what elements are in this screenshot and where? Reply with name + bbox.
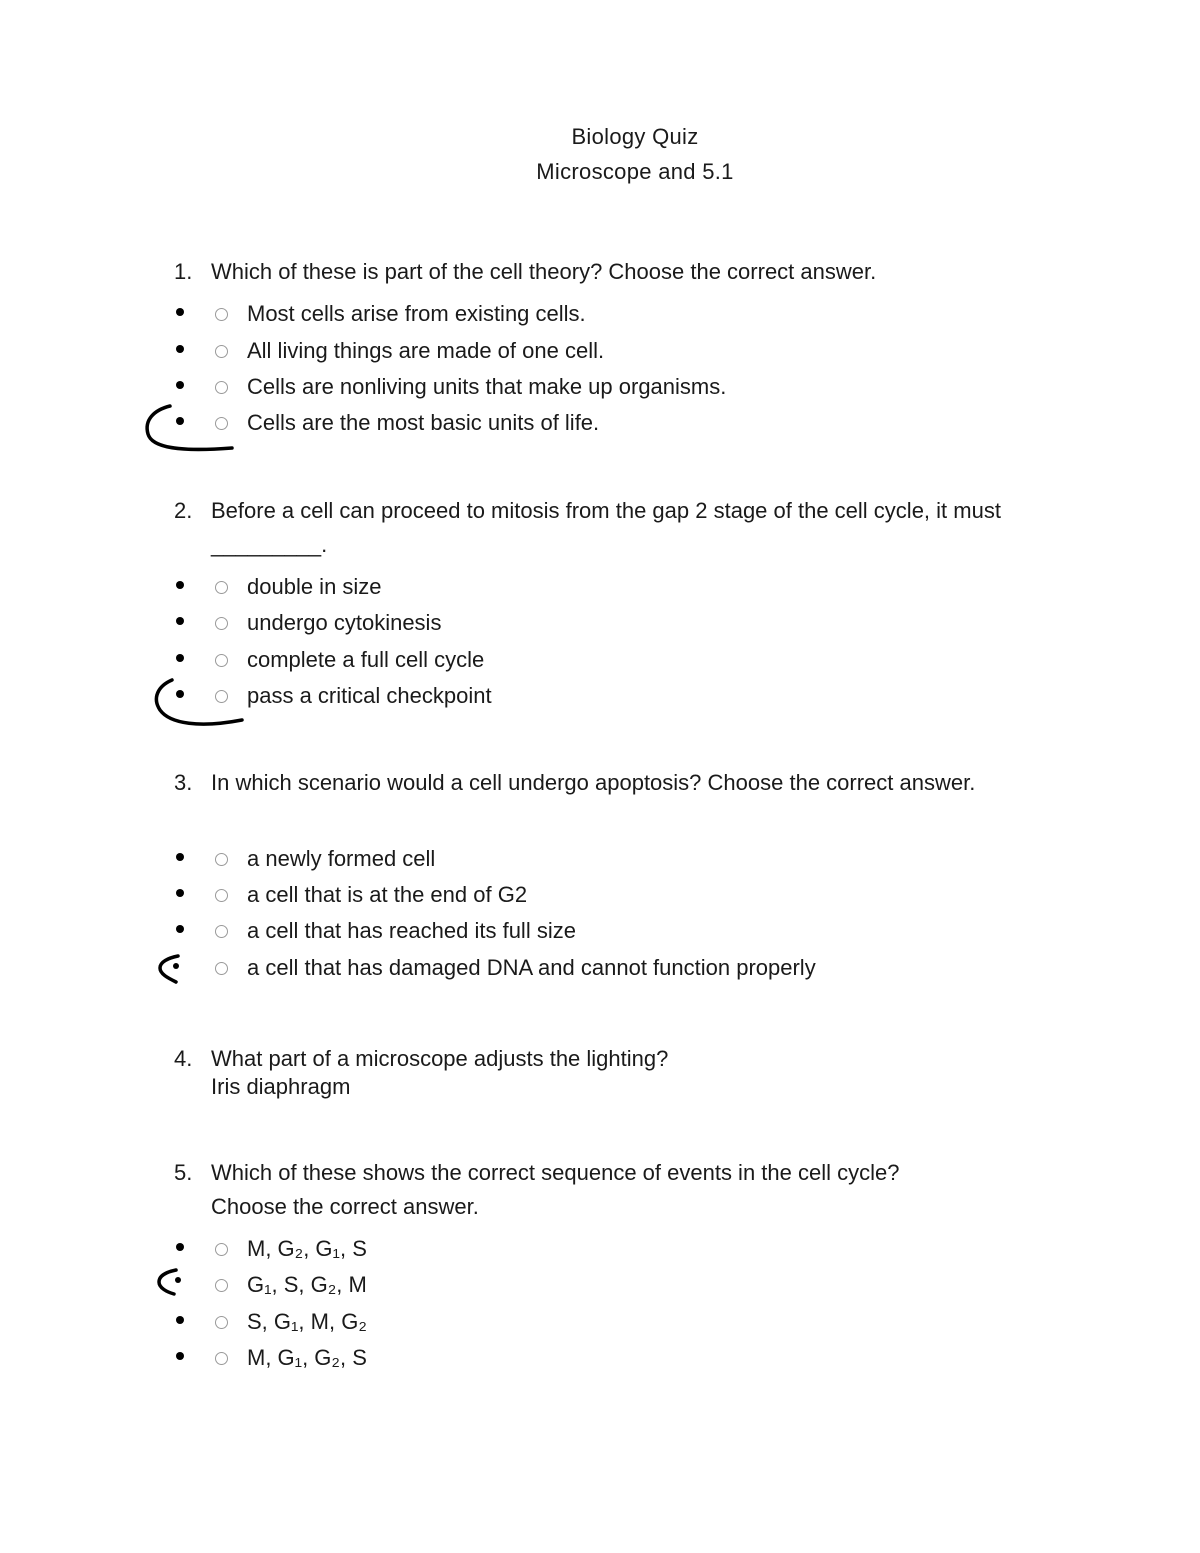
question-number: 1. [174, 259, 193, 284]
radio-button[interactable] [215, 308, 228, 321]
radio-button[interactable] [215, 925, 228, 938]
option-label: All living things are made of one cell. [247, 338, 605, 363]
question-number: 4. [174, 1046, 193, 1071]
question-5-option-2[interactable] [174, 1270, 1074, 1300]
page-title: Biology Quiz [571, 124, 699, 149]
radio-button[interactable] [215, 345, 228, 358]
option-label: S, G₁, M, G₂ [247, 1309, 367, 1334]
question-2-option-3[interactable] [174, 645, 1074, 675]
bullet-icon [176, 654, 184, 662]
radio-button[interactable] [215, 889, 228, 902]
question-2-option-1[interactable] [174, 572, 1074, 602]
radio-button[interactable] [215, 581, 228, 594]
question-1-option-3[interactable] [174, 372, 1074, 402]
question-2 [174, 494, 1054, 562]
question-1-option-4[interactable] [174, 408, 1074, 438]
handwritten-check-icon [154, 952, 194, 986]
question-5 [174, 1156, 1054, 1224]
bullet-icon [176, 345, 184, 353]
handwritten-check-icon [140, 400, 240, 460]
radio-button[interactable] [215, 1243, 228, 1256]
bullet-icon [176, 853, 184, 861]
question-2-option-2[interactable] [174, 608, 1074, 638]
question-5-option-4[interactable] [174, 1343, 1074, 1373]
option-label: a cell that is at the end of G2 [247, 882, 528, 907]
radio-button[interactable] [215, 1279, 228, 1292]
bullet-icon [176, 1352, 184, 1360]
question-3-option-3[interactable] [174, 916, 1074, 946]
radio-button[interactable] [215, 853, 228, 866]
bullet-icon [176, 925, 184, 933]
question-4-answer: Iris diaphragm [211, 1074, 351, 1099]
option-label: a cell that has reached its full size [247, 918, 576, 943]
bullet-icon [176, 308, 184, 316]
question-5-option-1[interactable] [174, 1234, 1074, 1264]
option-label: Most cells arise from existing cells. [247, 301, 586, 326]
question-4 [174, 1042, 1054, 1076]
question-text: In which scenario would a cell undergo apoptosis? Choose the correct answer. [211, 770, 976, 795]
question-3 [174, 766, 1054, 834]
handwritten-check-icon [154, 1266, 194, 1300]
question-3-option-2[interactable] [174, 880, 1074, 910]
bullet-icon [176, 581, 184, 589]
option-label: M, G₂, G₁, S [247, 1236, 367, 1261]
question-text: Before a cell can proceed to mitosis from the gap 2 stage of the cell cycle, it must _________. [211, 498, 1001, 557]
handwritten-check-icon [150, 674, 250, 734]
question-5-option-3[interactable] [174, 1307, 1074, 1337]
question-text: Which of these is part of the cell theory? Choose the correct answer. [211, 259, 877, 284]
question-text: Which of these shows the correct sequence of events in the cell cycle? Choose the correct answer. [211, 1160, 900, 1219]
radio-button[interactable] [215, 1352, 228, 1365]
bullet-icon [176, 1316, 184, 1324]
option-label: Cells are the most basic units of life. [247, 410, 600, 435]
option-label: M, G₁, G₂, S [247, 1345, 367, 1370]
option-label: a newly formed cell [247, 846, 436, 871]
radio-button[interactable] [215, 617, 228, 630]
question-1-option-2[interactable] [174, 336, 1074, 366]
page-subtitle: Microscope and 5.1 [536, 159, 734, 184]
option-label: double in size [247, 574, 382, 599]
radio-button[interactable] [215, 654, 228, 667]
question-1 [174, 255, 1054, 289]
option-label: pass a critical checkpoint [247, 683, 492, 708]
question-3-option-1[interactable] [174, 844, 1074, 874]
option-label: Cells are nonliving units that make up organisms. [247, 374, 727, 399]
question-2-option-4[interactable] [174, 681, 1074, 711]
bullet-icon [176, 889, 184, 897]
question-1-option-1[interactable] [174, 299, 1074, 329]
radio-button[interactable] [215, 381, 228, 394]
radio-button[interactable] [215, 962, 228, 975]
bullet-icon [176, 617, 184, 625]
option-label: undergo cytokinesis [247, 610, 442, 635]
bullet-icon [176, 1243, 184, 1251]
question-text: What part of a microscope adjusts the lighting? [211, 1046, 669, 1071]
option-label: complete a full cell cycle [247, 647, 485, 672]
bullet-icon [176, 381, 184, 389]
question-number: 5. [174, 1160, 193, 1185]
radio-button[interactable] [215, 1316, 228, 1329]
question-number: 2. [174, 498, 193, 523]
option-label: G₁, S, G₂, M [247, 1272, 367, 1297]
question-number: 3. [174, 770, 193, 795]
question-3-option-4[interactable] [174, 953, 1074, 983]
option-label: a cell that has damaged DNA and cannot function properly [247, 955, 816, 980]
